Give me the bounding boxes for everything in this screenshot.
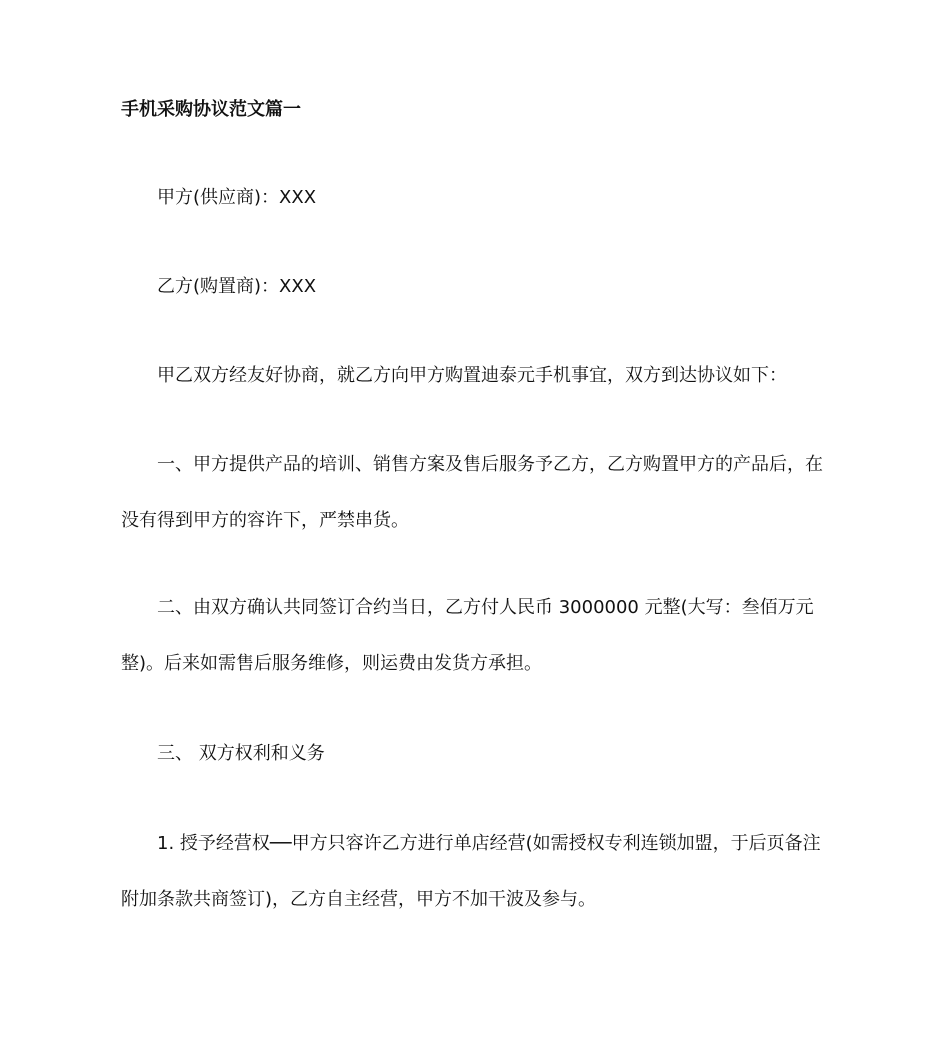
clause-3-item-1-paragraph: 1. 授予经营权──甲方只容许乙方进行单店经营(如需授权专利连锁加盟，于后页备注附加条款共商签订)，乙方自主经营，甲方不加干波及参与。: [121, 833, 821, 910]
document-title: 手机采购协议范文篇一: [121, 99, 301, 120]
supplier-line: 甲方(供应商)：XXX: [157, 187, 317, 208]
clause-3-heading: 三、 双方权利和义务: [157, 743, 325, 764]
clause-1-paragraph: 一、甲方提供产品的培训、销售方案及售后服务予乙方，乙方购置甲方的产品后，在没有得到甲方的容许下，严禁串货。: [121, 454, 823, 531]
buyer-line: 乙方(购置商)：XXX: [157, 276, 317, 297]
preamble-paragraph: 甲乙双方经友好协商，就乙方向甲方购置迪泰元手机事宜，双方到达协议如下：: [157, 365, 787, 386]
clause-2-paragraph: 二、由双方确认共同签订合约当日，乙方付人民币 3000000 元整(大写：叁佰万元整)。后来如需售后服务维修，则运费由发货方承担。: [121, 597, 814, 674]
